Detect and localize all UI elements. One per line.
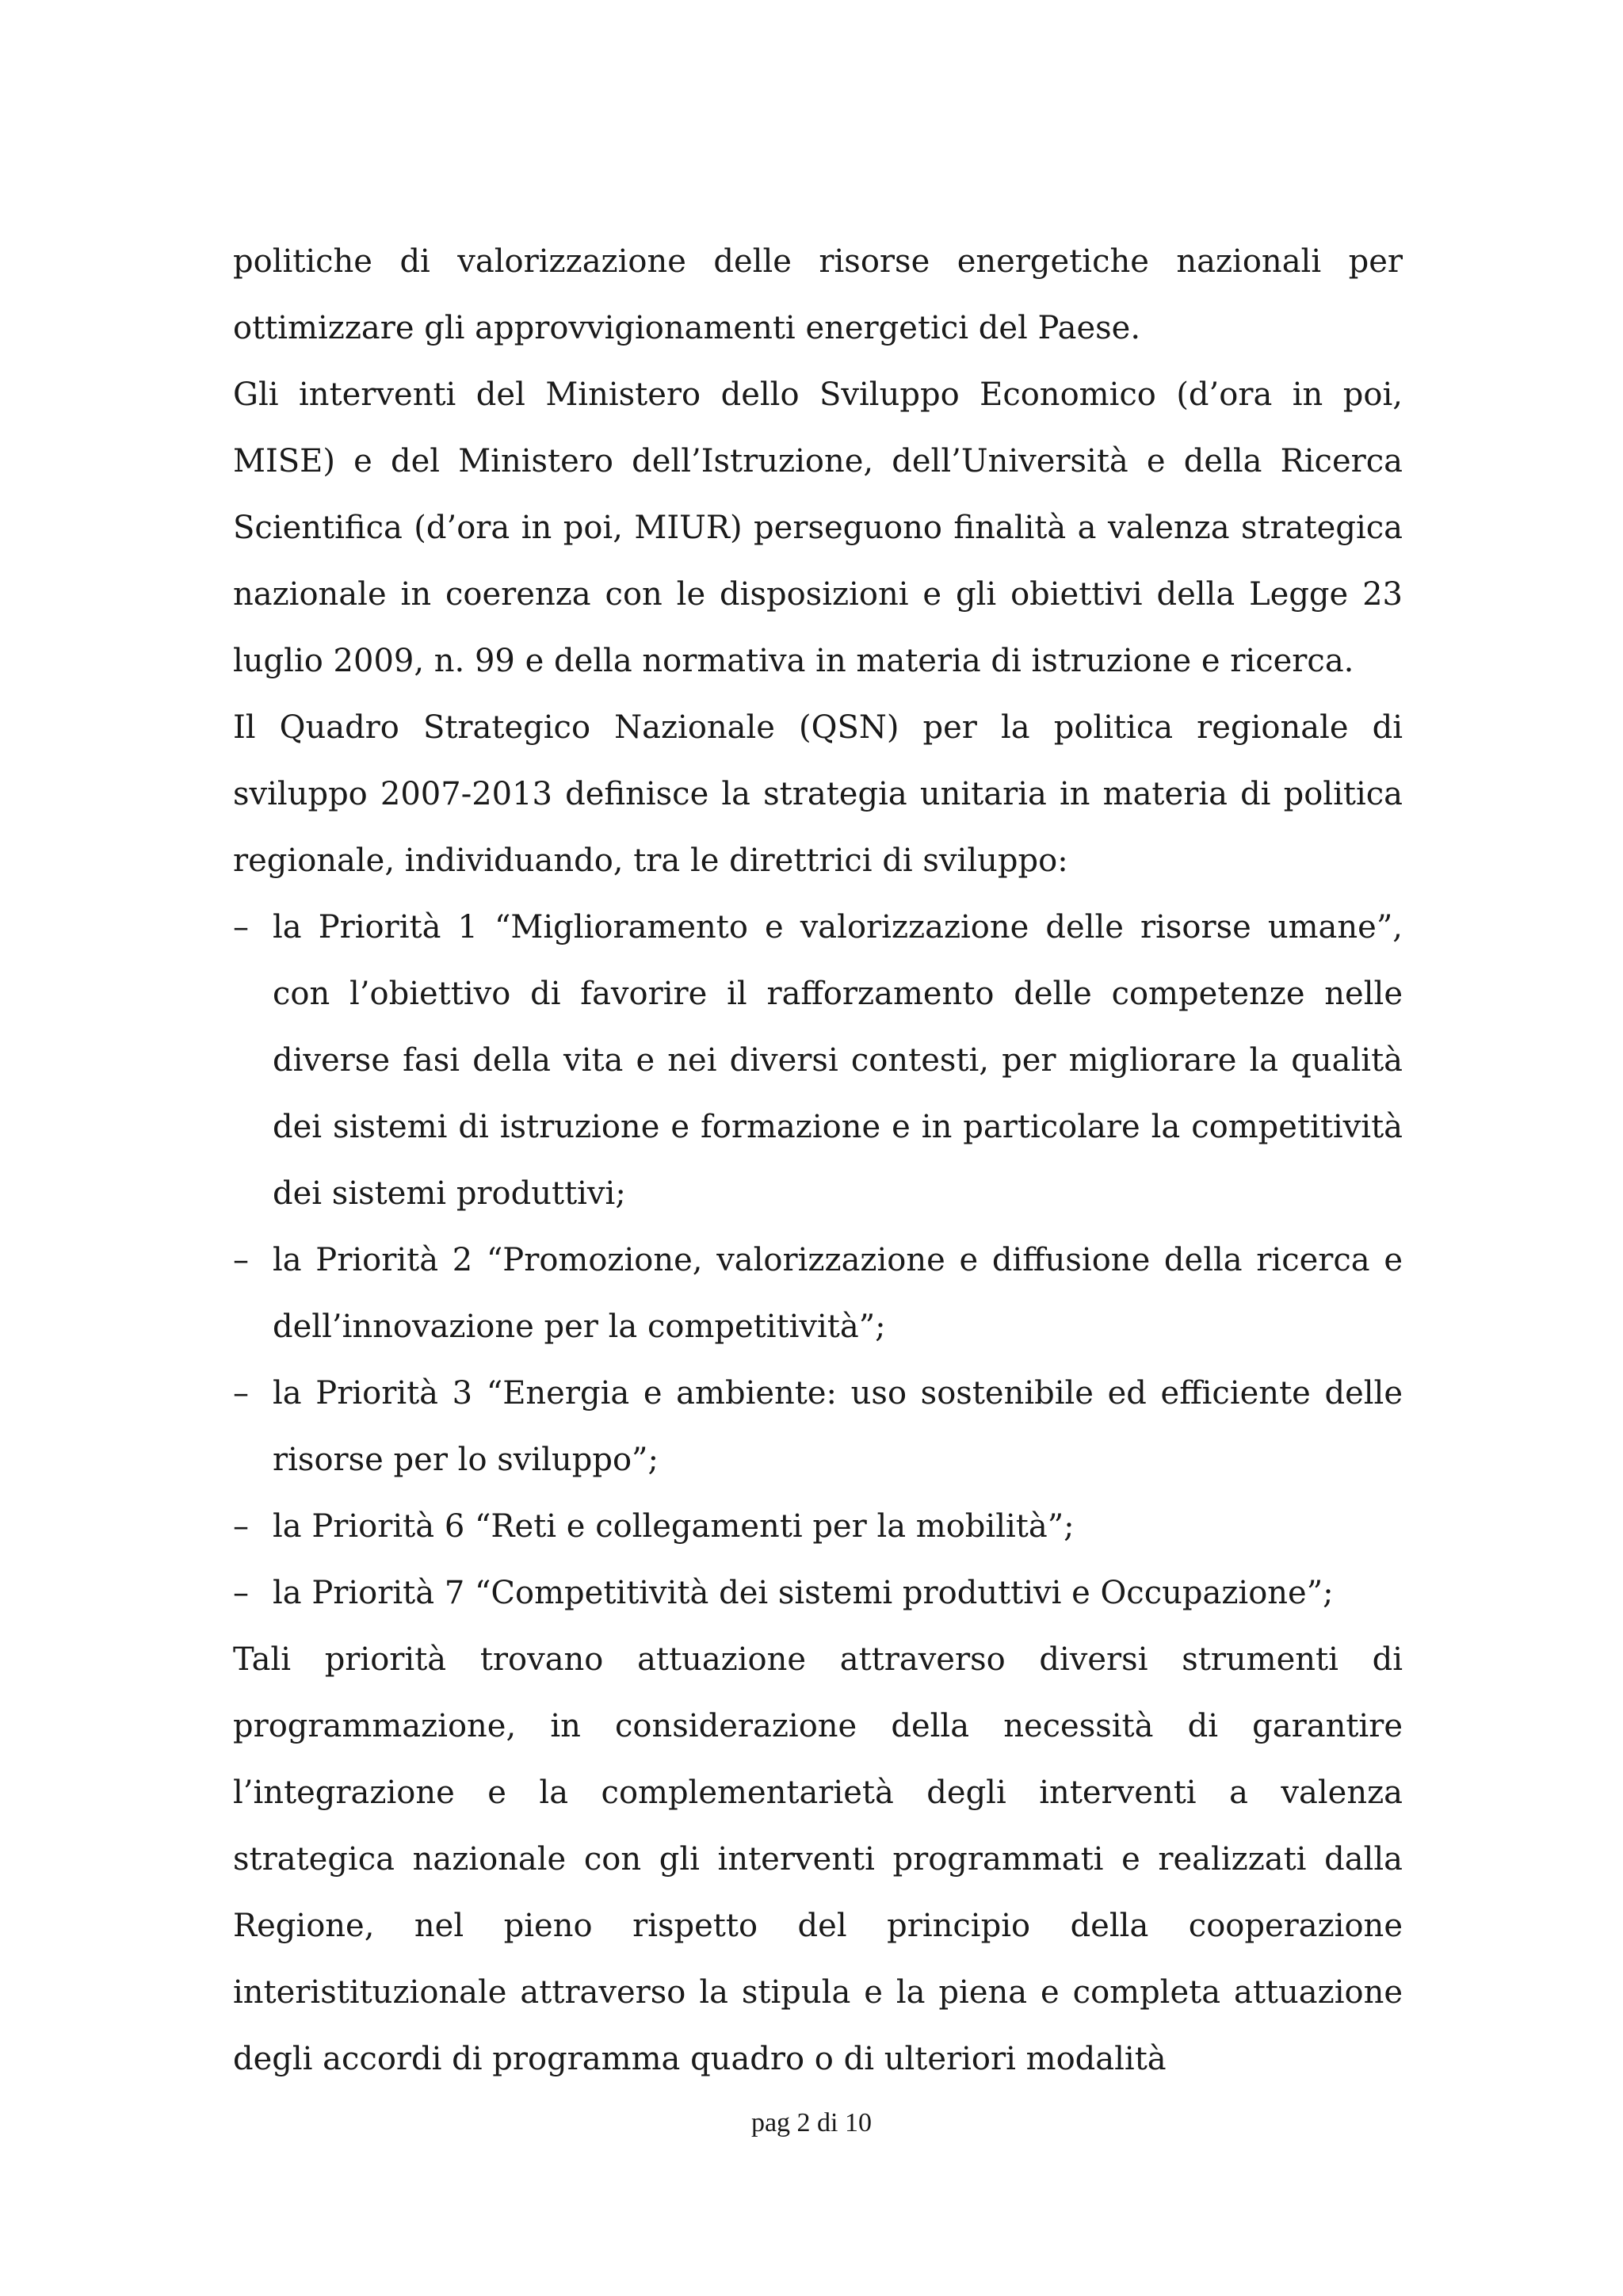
- list-item: [233, 1360, 1403, 1493]
- list-item-text: la Priorità 3 “Energia e ambiente: uso sostenibile ed efficiente delle risorse per lo sviluppo”;: [273, 1375, 1403, 1478]
- document-body: [233, 228, 1403, 2092]
- list-item-text: la Priorità 7 “Competitività dei sistemi produttivi e Occupazione”;: [273, 1575, 1334, 1611]
- list-item: [233, 1560, 1403, 1626]
- dash-bullet: –: [233, 1242, 249, 1278]
- dash-bullet: –: [233, 1575, 249, 1611]
- paragraph-implementation: Tali priorità trovano attuazione attraverso diversi strumenti di programmazione, in considerazione della necessità di garantire l’integrazione e la complementarietà degli interventi a valenza strategica nazionale con gli interventi programmati e realizzati dalla Regione, nel pieno rispetto del principio della cooperazione interistituzionale attraverso la stipula e la piena e completa attuazione degli accordi di programma quadro o di ulteriori modalità: [233, 1641, 1403, 2077]
- dash-bullet: –: [233, 1375, 249, 1412]
- priority-list: [233, 894, 1403, 1626]
- paragraph-energy-policies: politiche di valorizzazione delle risorse energetiche nazionali per ottimizzare gli approvvigionamenti energetici del Paese.: [233, 243, 1403, 346]
- list-item-text: la Priorità 6 “Reti e collegamenti per la mobilità”;: [273, 1508, 1075, 1545]
- list-item: [233, 894, 1403, 1227]
- dash-bullet: –: [233, 1508, 249, 1545]
- list-item-text: la Priorità 1 “Miglioramento e valorizzazione delle risorse umane”, con l’obiettivo di favorire il rafforzamento delle competenze nelle diverse fasi della vita e nei diversi contesti, per migliorare la qualità dei sistemi di istruzione e formazione e in particolare la competitività dei sistemi produttivi;: [273, 909, 1403, 1212]
- list-item: [233, 1227, 1403, 1360]
- list-item-text: la Priorità 2 “Promozione, valorizzazione e diffusione della ricerca e dell’innovazione per la competitività”;: [273, 1242, 1403, 1345]
- dash-bullet: –: [233, 909, 249, 946]
- list-item: [233, 1493, 1403, 1560]
- paragraph-ministries: Gli interventi del Ministero dello Sviluppo Economico (d’ora in poi, MISE) e del Ministero dell’Istruzione, dell’Università e della Ricerca Scientifica (d’ora in poi, MIUR) perseguono finalità a valenza strategica nazionale in coerenza con le disposizioni e gli obiettivi della Legge 23 luglio 2009, n. 99 e della normativa in materia di istruzione e ricerca.: [233, 376, 1403, 679]
- page-number: pag 2 di 10: [750, 2108, 873, 2137]
- paragraph-qsn: Il Quadro Strategico Nazionale (QSN) per la politica regionale di sviluppo 2007-2013 definisce la strategia unitaria in materia di politica regionale, individuando, tra le direttrici di sviluppo:: [233, 709, 1403, 879]
